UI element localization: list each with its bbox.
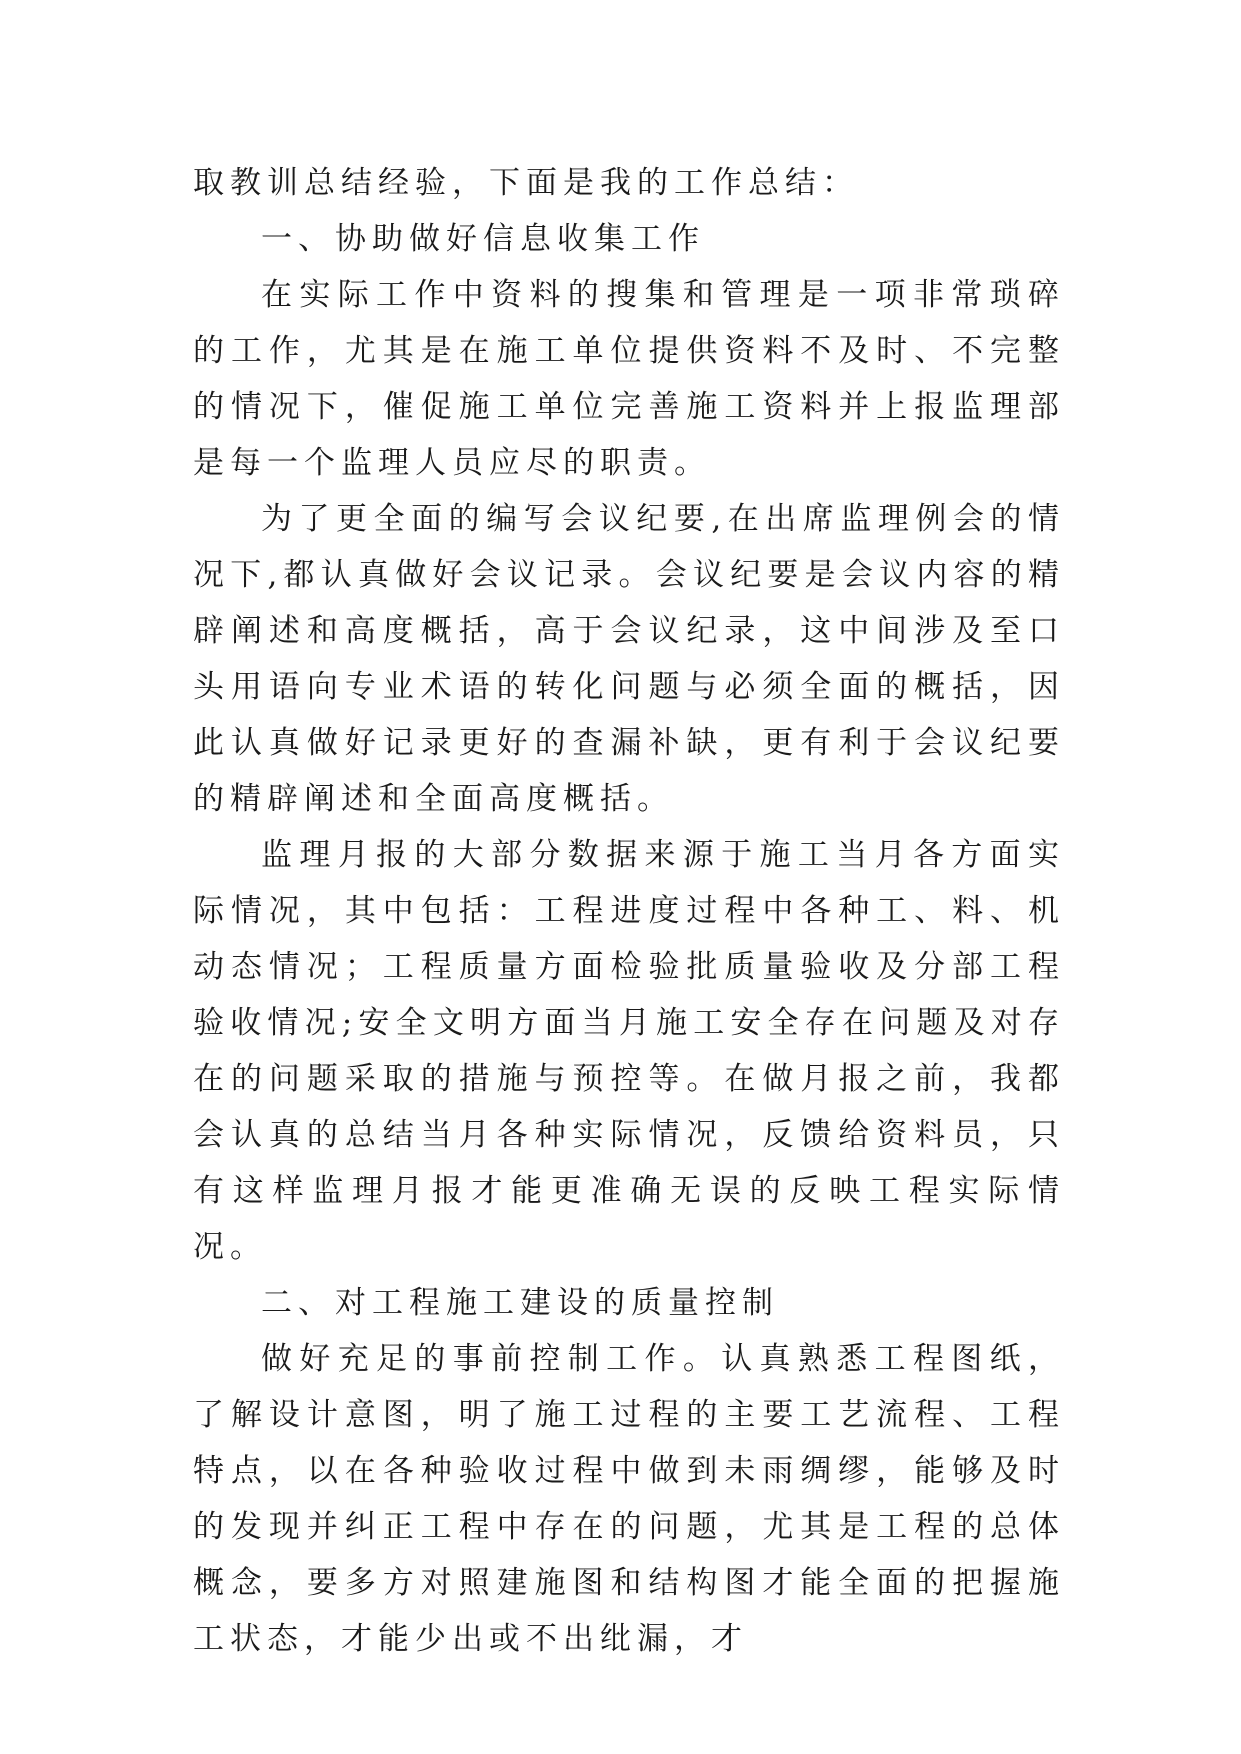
- section-heading-1: 一、协助做好信息收集工作: [261, 221, 705, 257]
- section-heading-2: 二、对工程施工建设的质量控制: [261, 1285, 779, 1321]
- paragraph-quality-control: 做好充足的事前控制工作。认真熟悉工程图纸，了解设计意图，明了施工过程的主要工艺流程、工程特点，以在各种验收过程中做到未雨绸缪，能够及时的发现并纠正工程中存在的问题，尤其是工程的总体概念，要多方对照建施图和结构图才能全面的把握施工状态，才能少出或不出纰漏，才: [193, 1341, 1065, 1657]
- paragraph-info-collection: 在实际工作中资料的搜集和管理是一项非常琐碎的工作，尤其是在施工单位提供资料不及时、不完整的情况下，催促施工单位完善施工资料并上报监理部是每一个监理人员应尽的职责。: [193, 277, 1065, 481]
- paragraph-monthly-report: 监理月报的大部分数据来源于施工当月各方面实际情况，其中包括：工程进度过程中各种工、料、机动态情况；工程质量方面检验批质量验收及分部工程验收情况;安全文明方面当月施工安全存在问题及对存在的问题采取的措施与预控等。在做月报之前，我都会认真的总结当月各种实际情况，反馈给资料员，只有这样监理月报才能更准确无误的反映工程实际情况。: [193, 837, 1065, 1265]
- paragraph-continuation: 取教训总结经验，下面是我的工作总结：: [193, 165, 859, 201]
- document-body: [193, 155, 1065, 1667]
- paragraph-meeting-minutes: 为了更全面的编写会议纪要,在出席监理例会的情况下,都认真做好会议记录。会议纪要是会议内容的精辟阐述和高度概括，高于会议纪录，这中间涉及至口头用语向专业术语的转化问题与必须全面的概括，因此认真做好记录更好的查漏补缺，更有利于会议纪要的精辟阐述和全面高度概括。: [193, 501, 1065, 817]
